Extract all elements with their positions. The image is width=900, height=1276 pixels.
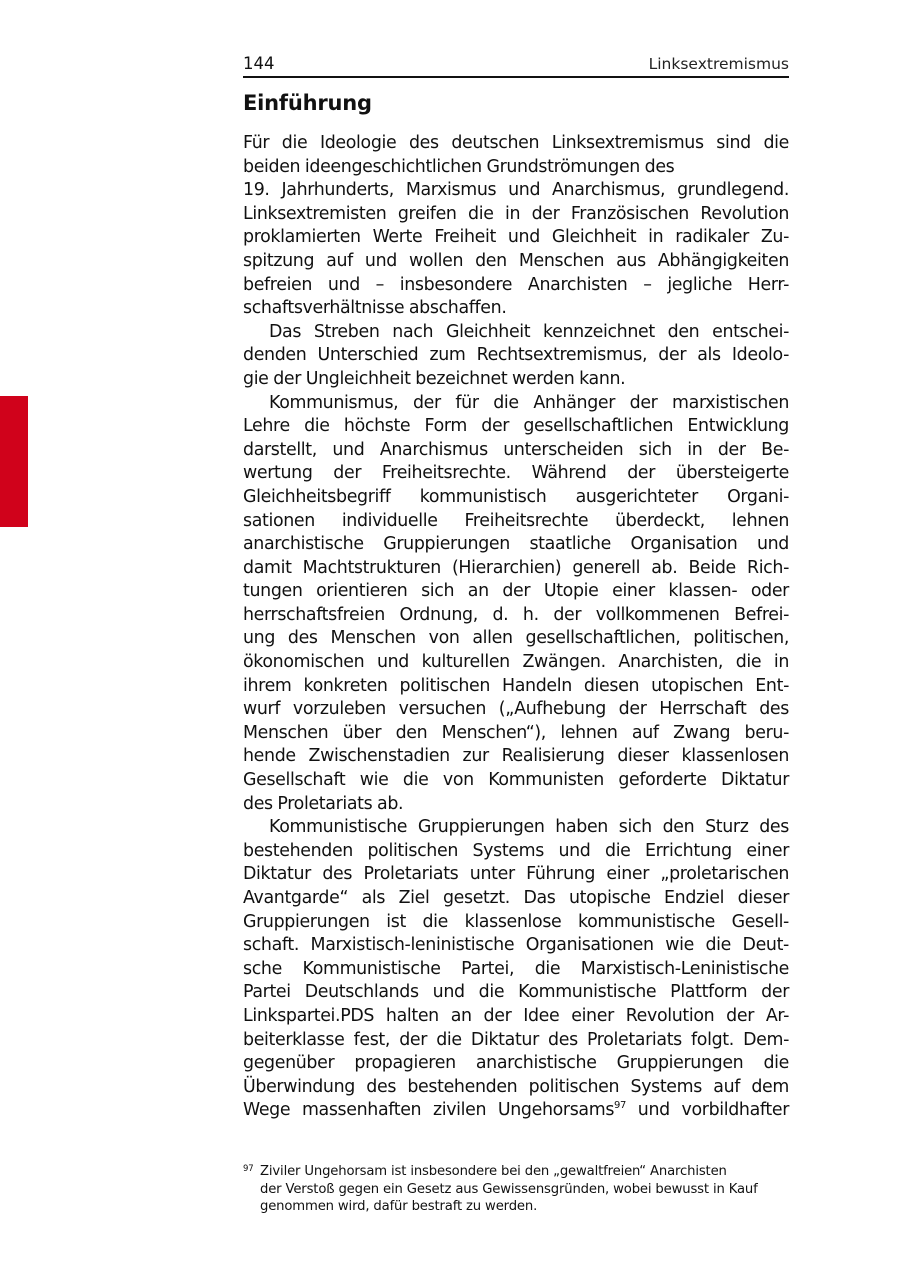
text-line: wurf vorzuleben versuchen („Aufhebung der Herrschaft des — [243, 699, 789, 720]
paragraph — [243, 132, 789, 321]
text-line: proklamierten Werte Freiheit und Gleichheit in radikaler Zu- — [243, 227, 789, 248]
text-line: spitzung auf und wollen den Menschen aus Abhängigkeiten — [243, 250, 789, 271]
text-line: schaft. Marxistisch-leninistische Organisationen wie die Deut- — [243, 935, 789, 956]
footnote-line: Ziviler Ungehorsam ist insbesondere bei den „gewaltfreien“ Anarchisten — [260, 1164, 727, 1179]
paragraph — [243, 321, 789, 392]
text-line: Kommunistische Gruppierungen haben sich den Sturz des — [269, 817, 789, 838]
text-line: Überwindung des bestehenden politischen Systems auf dem — [243, 1076, 789, 1097]
text-line: Diktatur des Proletariats unter Führung einer „proletarischen — [243, 864, 789, 885]
text-line: Linkspartei.PDS halten an der Idee einer Revolution der Ar- — [243, 1005, 789, 1026]
text-line: ung des Menschen von allen gesellschaftlichen, politischen, — [243, 628, 789, 649]
text-line: tungen orientieren sich an der Utopie einer klassen- oder — [243, 581, 789, 602]
body-text — [243, 132, 789, 1123]
footnote-line: der Verstoß gegen ein Gesetz aus Gewissensgründen, wobei bewusst in Kauf — [260, 1181, 758, 1197]
text-line: Gruppierungen ist die klassenlose kommunistische Gesell- — [243, 911, 789, 932]
text-line: darstellt, und Anarchismus unterscheiden sich in der Be- — [243, 439, 789, 460]
footnote-97 — [243, 1163, 789, 1216]
text-line: ihrem konkreten politischen Handeln diesen utopischen Ent- — [243, 675, 789, 696]
text-fragment: und vorbildhafter — [626, 1100, 789, 1121]
text-line: Partei Deutschlands und die Kommunistische Plattform der — [243, 982, 789, 1003]
text-line: wertung der Freiheitsrechte. Während der übersteigerte — [243, 463, 789, 484]
text-line: ökonomischen und kulturellen Zwängen. Anarchisten, die in — [243, 652, 789, 673]
chapter-title: Einführung — [243, 91, 372, 115]
text-line: Lehre die höchste Form der gesellschaftlichen Entwicklung — [243, 416, 789, 437]
text-line: beiden ideengeschichtlichen Grundströmungen des — [243, 156, 675, 177]
text-line: sche Kommunistische Partei, die Marxistisch-Leninistische — [243, 958, 789, 979]
page-number: 144 — [243, 54, 275, 73]
chapter-thumb-tab — [0, 396, 28, 527]
text-line: damit Machtstrukturen (Hierarchien) generell ab. Beide Rich- — [243, 557, 789, 578]
running-section-title: Linksextremismus — [648, 55, 789, 73]
page — [243, 50, 789, 1123]
text-line — [243, 1099, 789, 1123]
text-line: Gesellschaft wie die von Kommunisten geforderte Diktatur — [243, 770, 789, 791]
text-line: Gleichheitsbegriff kommunistisch ausgerichteter Organi- — [243, 486, 789, 507]
text-line: 19. Jahrhunderts, Marxismus und Anarchismus, grundlegend. — [243, 180, 789, 201]
footnotes — [243, 1163, 789, 1216]
paragraph — [243, 816, 789, 1123]
text-line: des Proletariats ab. — [243, 793, 404, 814]
text-line: befreien und – insbesondere Anarchisten – jegliche Herr- — [243, 274, 789, 295]
text-fragment: Wege massenhaften zivilen Ungehorsams — [243, 1100, 615, 1121]
text-line: beiterklasse fest, der die Diktatur des Proletariats folgt. Dem- — [243, 1029, 789, 1050]
text-line: gegenüber propagieren anarchistische Gruppierungen die — [243, 1053, 789, 1074]
text-line: Avantgarde“ als Ziel gesetzt. Das utopische Endziel dieser — [243, 888, 789, 908]
text-line: bestehenden politischen Systems und die Errichtung einer — [243, 840, 789, 861]
text-line: anarchistische Gruppierungen staatliche Organisation und — [243, 534, 789, 555]
text-line: Für die Ideologie des deutschen Linksextremismus sind die — [243, 133, 789, 153]
text-line: Kommunismus, der für die Anhänger der marxistischen — [269, 392, 789, 413]
text-line: hende Zwischenstadien zur Realisierung dieser klassenlosen — [243, 746, 789, 767]
text-line: sationen individuelle Freiheitsrechte überdeckt, lehnen — [243, 510, 789, 531]
text-line: schaftsverhältnisse abschaffen. — [243, 298, 507, 319]
footnote-reference[interactable]: 97 — [614, 1100, 627, 1112]
text-line: Menschen über den Menschen“), lehnen auf Zwang beru- — [243, 722, 789, 743]
text-line: Linksextremisten greifen die in der Französischen Revolution — [243, 203, 789, 224]
text-line: Das Streben nach Gleichheit kennzeichnet den entschei- — [269, 321, 789, 342]
text-line: herrschaftsfreien Ordnung, d. h. der vollkommenen Befrei- — [243, 604, 789, 625]
footnote-number: 97 — [243, 1164, 254, 1174]
running-header — [243, 50, 789, 78]
paragraph — [243, 392, 789, 817]
footnote-line: genommen wird, dafür bestraft zu werden. — [260, 1199, 538, 1215]
text-line: gie der Ungleichheit bezeichnet werden kann. — [243, 368, 626, 389]
text-line: denden Unterschied zum Rechtsextremismus, der als Ideolo- — [243, 345, 789, 366]
